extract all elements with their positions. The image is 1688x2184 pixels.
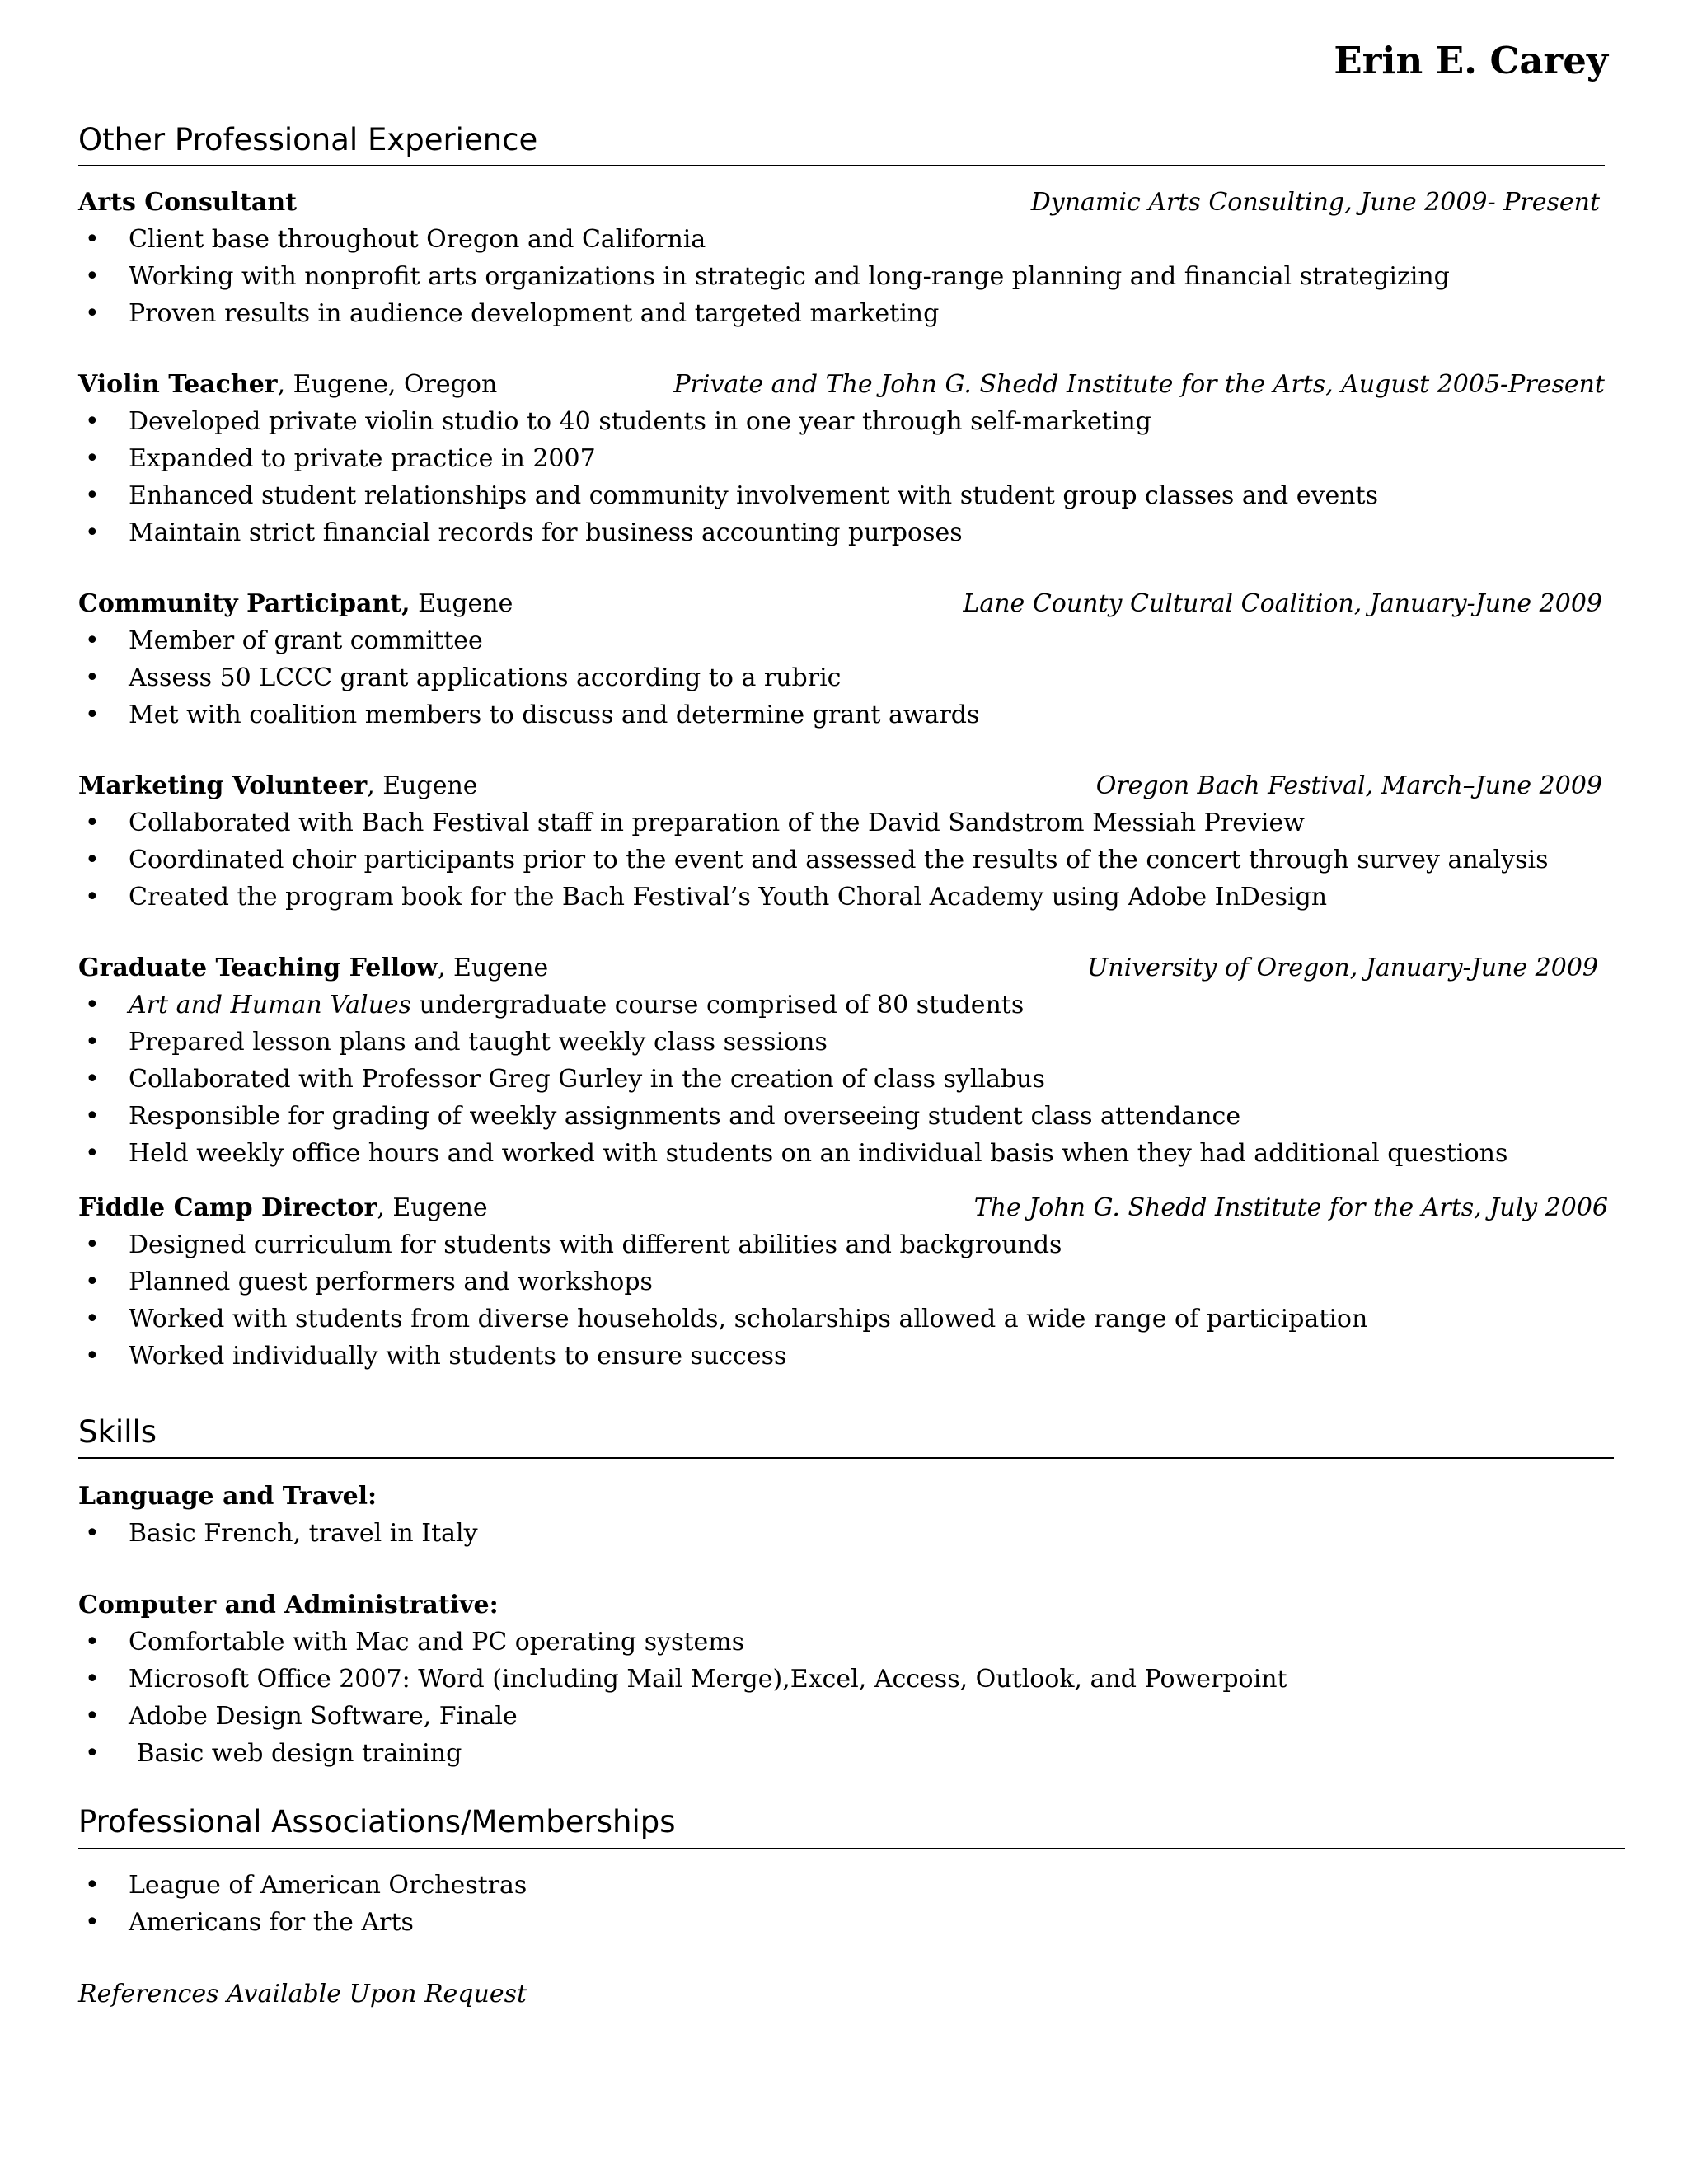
job-title: Fiddle Camp Director	[78, 1193, 377, 1222]
list-item: • Prepared lesson plans and taught weekly class sessions	[78, 1024, 1605, 1061]
section-divider	[78, 1457, 1614, 1459]
list-item: • Proven results in audience development and targeted marketing	[78, 295, 1605, 332]
section-heading-experience: Other Professional Experience	[78, 122, 538, 157]
bullet-icon: •	[85, 262, 100, 291]
job-bullet-list	[78, 403, 1605, 551]
job-entry-marketing-volunteer	[78, 767, 1605, 916]
job-title: Marketing Volunteer	[78, 771, 368, 800]
bullet-icon: •	[85, 626, 100, 655]
job-entry-fiddle-camp-director	[78, 1189, 1608, 1375]
job-header	[78, 585, 1605, 622]
job-organization: University of Oregon, January-June 2009	[1087, 954, 1598, 982]
job-bullet-list	[78, 804, 1605, 916]
skills-computer-list	[78, 1624, 1605, 1772]
job-organization: Oregon Bach Festival, March–June 2009	[1095, 771, 1602, 800]
list-item: • Developed private violin studio to 40 students in one year through self-marketing	[78, 403, 1605, 440]
list-item: • Art and Human Values undergraduate course comprised of 80 students	[78, 987, 1605, 1024]
job-entry-violin-teacher	[78, 366, 1605, 551]
list-item: • Planned guest performers and workshops	[78, 1263, 1605, 1301]
bullet-icon: •	[85, 407, 100, 436]
bullet-icon: •	[85, 846, 100, 874]
job-entry-arts-consultant	[78, 184, 1605, 332]
bullet-icon: •	[85, 1065, 100, 1094]
job-organization: Dynamic Arts Consulting, June 2009- Present	[1030, 188, 1600, 217]
bullet-icon: •	[85, 1268, 100, 1296]
list-item: • Worked with students from diverse households, scholarships allowed a wide range of participation	[78, 1301, 1605, 1338]
bullet-icon: •	[85, 299, 100, 328]
bullet-icon: •	[85, 1628, 100, 1657]
list-item: • Assess 50 LCCC grant applications according to a rubric	[78, 659, 1605, 696]
list-item: • Adobe Design Software, Finale	[78, 1698, 1605, 1735]
section-heading-associations: Professional Associations/Memberships	[78, 1804, 676, 1840]
skills-language-heading: Language and Travel:	[78, 1482, 377, 1511]
bullet-icon: •	[85, 1908, 100, 1937]
skills-language-list	[78, 1515, 1605, 1552]
bullet-icon: •	[85, 1139, 100, 1168]
list-item: • Client base throughout Oregon and California	[78, 221, 1605, 258]
job-bullet-list	[78, 987, 1605, 1172]
bullet-icon: •	[85, 663, 100, 692]
bullet-icon: •	[85, 1342, 100, 1371]
bullet-icon: •	[85, 808, 100, 837]
list-item: • Expanded to private practice in 2007	[78, 440, 1605, 477]
job-location: , Eugene	[437, 954, 549, 982]
job-header	[78, 1189, 1608, 1226]
job-header	[78, 184, 1605, 221]
list-item: • Created the program book for the Bach Festival’s Youth Choral Academy using Adobe InDesign	[78, 879, 1605, 916]
list-item: • Working with nonprofit arts organizations in strategic and long-range planning and financial strategizing	[78, 258, 1605, 295]
bullet-icon: •	[85, 701, 100, 729]
job-header	[78, 366, 1605, 403]
skills-computer-heading: Computer and Administrative:	[78, 1591, 499, 1619]
list-item: • Held weekly office hours and worked with students on an individual basis when they had additional questions	[78, 1135, 1605, 1172]
bullet-icon: •	[85, 1230, 100, 1259]
bullet-icon: •	[85, 1519, 100, 1548]
list-item: • Coordinated choir participants prior to the event and assessed the results of the concert through survey analysis	[78, 841, 1605, 879]
job-title: Graduate Teaching Fellow	[78, 954, 438, 982]
list-item: • Basic web design training	[78, 1735, 1605, 1772]
bullet-icon: •	[85, 225, 100, 254]
bullet-icon: •	[85, 1102, 100, 1131]
list-item: • Met with coalition members to discuss and determine grant awards	[78, 696, 1605, 733]
list-item: • Comfortable with Mac and PC operating systems	[78, 1624, 1605, 1661]
bullet-icon: •	[85, 1871, 100, 1900]
job-organization: Private and The John G. Shedd Institute for the Arts, August 2005-Present	[673, 370, 1605, 399]
list-item: • Worked individually with students to ensure success	[78, 1338, 1605, 1375]
bullet-icon: •	[85, 518, 100, 547]
list-item: • Microsoft Office 2007: Word (including Mail Merge),Excel, Access, Outlook, and Powerpoint	[78, 1661, 1605, 1698]
job-location: Eugene	[410, 589, 513, 618]
section-divider	[78, 1848, 1625, 1849]
bullet-icon: •	[85, 1305, 100, 1333]
associations-list	[78, 1867, 1605, 1941]
section-heading-skills: Skills	[78, 1414, 157, 1450]
bullet-icon: •	[85, 1702, 100, 1731]
job-bullet-list	[78, 1226, 1605, 1375]
job-location: , Eugene, Oregon	[277, 370, 498, 399]
job-title: Violin Teacher	[78, 370, 278, 399]
bullet-icon: •	[85, 444, 100, 473]
list-item: • Responsible for grading of weekly assignments and overseeing student class attendance	[78, 1098, 1605, 1135]
job-entry-community-participant	[78, 585, 1605, 733]
job-location: , Eugene	[367, 771, 478, 800]
candidate-name: Erin E. Carey	[1334, 39, 1608, 82]
list-item: • Collaborated with Bach Festival staff in preparation of the David Sandstrom Messiah Preview	[78, 804, 1605, 841]
section-divider	[78, 165, 1605, 166]
list-item: • League of American Orchestras	[78, 1867, 1605, 1904]
job-organization: The John G. Shedd Institute for the Arts, July 2006	[973, 1193, 1608, 1222]
references-note: References Available Upon Request	[78, 1980, 528, 2008]
bullet-icon: •	[85, 1028, 100, 1057]
job-title: Arts Consultant	[78, 188, 298, 217]
job-bullet-list	[78, 622, 1605, 733]
list-item: • Enhanced student relationships and community involvement with student group classes and events	[78, 477, 1605, 514]
list-item: • Member of grant committee	[78, 622, 1605, 659]
job-bullet-list	[78, 221, 1605, 332]
job-location: , Eugene	[377, 1193, 488, 1222]
list-item: • Basic French, travel in Italy	[78, 1515, 1605, 1552]
job-title: Community Participant,	[78, 589, 410, 618]
bullet-icon: •	[85, 1665, 100, 1694]
job-header	[78, 949, 1605, 987]
list-item: • Americans for the Arts	[78, 1904, 1605, 1941]
list-item: • Maintain strict financial records for business accounting purposes	[78, 514, 1605, 551]
bullet-icon: •	[85, 883, 100, 912]
list-item: • Designed curriculum for students with different abilities and backgrounds	[78, 1226, 1605, 1263]
bullet-icon: •	[85, 1739, 100, 1768]
list-item: • Collaborated with Professor Greg Gurley in the creation of class syllabus	[78, 1061, 1605, 1098]
bullet-icon: •	[85, 991, 100, 1019]
job-organization: Lane County Cultural Coalition, January-June 2009	[963, 589, 1602, 618]
job-entry-graduate-teaching-fellow	[78, 949, 1605, 1172]
bullet-icon: •	[85, 481, 100, 510]
course-title: Art and Human Values	[129, 991, 412, 1019]
job-header	[78, 767, 1605, 804]
